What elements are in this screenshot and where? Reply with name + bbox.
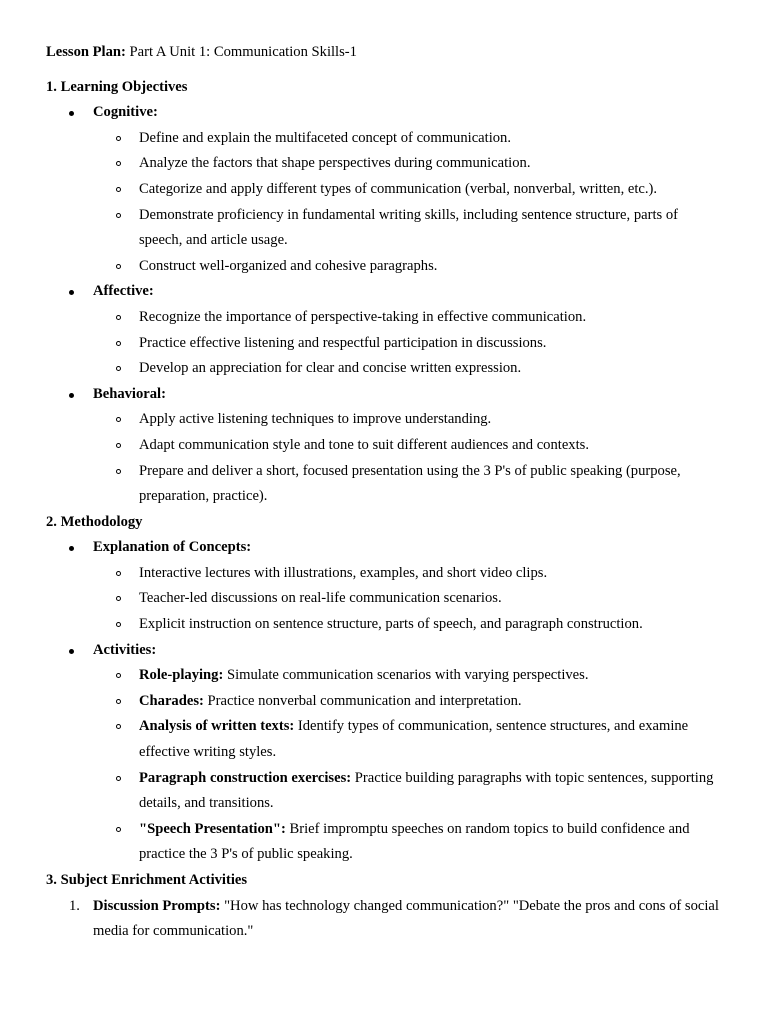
- list-item: Paragraph construction exercises: Practice building paragraphs with topic sentences, supporting details, and transitions.: [139, 766, 722, 817]
- bullet-icon: [69, 393, 74, 398]
- section-heading: 1. Learning Objectives: [46, 78, 188, 95]
- list-item: Adapt communication style and tone to suit different audiences and contexts.: [139, 433, 722, 459]
- list-item: Practice effective listening and respectful participation in discussions.: [139, 331, 722, 357]
- list-item: Construct well-organized and cohesive paragraphs.: [139, 254, 722, 280]
- list-item: Teacher-led discussions on real-life communication scenarios.: [139, 586, 722, 612]
- group-label: Activities:: [93, 641, 157, 658]
- list-item: Apply active listening techniques to improve understanding.: [139, 407, 722, 433]
- circle-bullet-icon: [116, 827, 121, 832]
- group-label: Explanation of Concepts:: [93, 539, 252, 556]
- list-item: "Speech Presentation": Brief impromptu speeches on random topics to build confidence and practice the 3 P's of public speaking.: [139, 817, 722, 868]
- list-item: Define and explain the multifaceted concept of communication.: [139, 126, 722, 152]
- circle-bullet-icon: [116, 724, 121, 729]
- circle-bullet-icon: [116, 187, 121, 192]
- circle-bullet-icon: [116, 571, 121, 576]
- circle-bullet-icon: [116, 699, 121, 704]
- circle-bullet-icon: [116, 443, 121, 448]
- circle-bullet-icon: [116, 469, 121, 474]
- bullet-icon: [69, 649, 74, 654]
- circle-bullet-icon: [116, 673, 121, 678]
- circle-bullet-icon: [116, 366, 121, 371]
- objective-group-affective: [93, 279, 722, 381]
- list-item: 1. Discussion Prompts: "How has technology changed communication?" "Debate the pros and cons of social media for communication.": [93, 894, 722, 945]
- list-item: Categorize and apply different types of communication (verbal, nonverbal, written, etc.).: [139, 177, 722, 203]
- section-subject-enrichment: [46, 868, 722, 945]
- title-text: Part A Unit 1: Communication Skills-1: [125, 44, 357, 60]
- document-page: [46, 40, 722, 945]
- section-learning-objectives: [46, 75, 722, 510]
- list-item: Explicit instruction on sentence structure, parts of speech, and paragraph construction.: [139, 612, 722, 638]
- circle-bullet-icon: [116, 136, 121, 141]
- objective-group-cognitive: [93, 100, 722, 279]
- section-heading: 2. Methodology: [46, 513, 143, 530]
- list-item: Role-playing: Simulate communication scenarios with varying perspectives.: [139, 663, 722, 689]
- bullet-icon: [69, 290, 74, 295]
- circle-bullet-icon: [116, 622, 121, 627]
- list-item: Develop an appreciation for clear and concise written expression.: [139, 356, 722, 382]
- list-item: Demonstrate proficiency in fundamental writing skills, including sentence structure, parts of speech, and article usage.: [139, 203, 722, 254]
- circle-bullet-icon: [116, 264, 121, 269]
- circle-bullet-icon: [116, 341, 121, 346]
- circle-bullet-icon: [116, 417, 121, 422]
- title-label: Lesson Plan:: [46, 44, 126, 60]
- circle-bullet-icon: [116, 776, 121, 781]
- list-item: Recognize the importance of perspective-taking in effective communication.: [139, 305, 722, 331]
- method-group-explanation: [93, 535, 722, 637]
- group-label: Behavioral:: [93, 385, 166, 402]
- bullet-icon: [69, 546, 74, 551]
- list-item: Analysis of written texts: Identify types of communication, sentence structures, and examine effective writing styles.: [139, 714, 722, 765]
- method-group-activities: [93, 638, 722, 868]
- list-item: Interactive lectures with illustrations, examples, and short video clips.: [139, 561, 722, 587]
- bullet-icon: [69, 111, 74, 116]
- circle-bullet-icon: [116, 161, 121, 166]
- circle-bullet-icon: [116, 315, 121, 320]
- group-label: Affective:: [93, 283, 154, 300]
- list-item: Analyze the factors that shape perspectives during communication.: [139, 151, 722, 177]
- list-item: Charades: Practice nonverbal communication and interpretation.: [139, 689, 722, 715]
- circle-bullet-icon: [116, 213, 121, 218]
- list-item: Prepare and deliver a short, focused presentation using the 3 P's of public speaking (purpose, preparation, practice).: [139, 459, 722, 510]
- objective-group-behavioral: [93, 382, 722, 510]
- section-methodology: [46, 510, 722, 868]
- lesson-plan-title: [46, 40, 722, 66]
- circle-bullet-icon: [116, 596, 121, 601]
- section-heading: 3. Subject Enrichment Activities: [46, 872, 248, 888]
- list-number: 1.: [69, 897, 80, 914]
- group-label: Cognitive:: [93, 104, 158, 121]
